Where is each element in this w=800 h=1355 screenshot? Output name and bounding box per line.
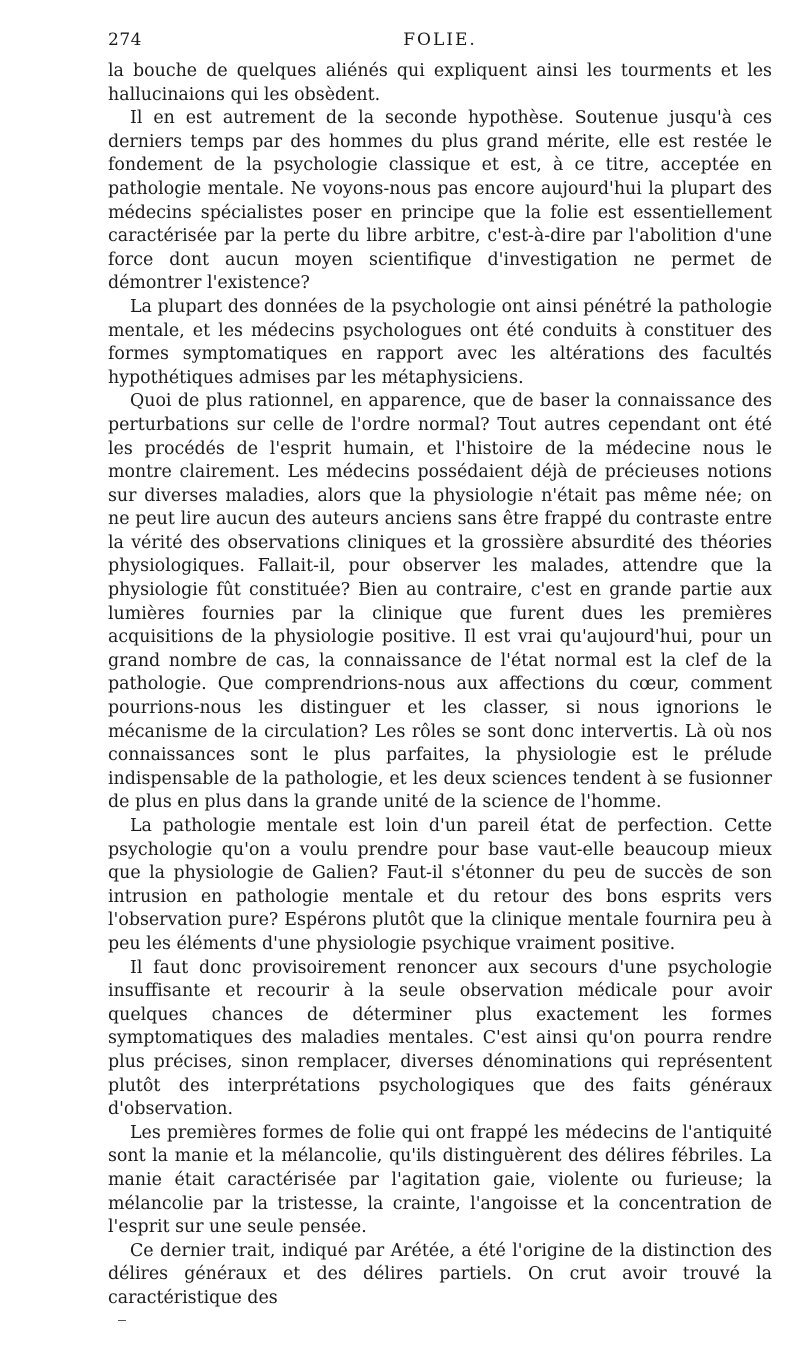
paragraph: Il faut donc provisoirement renoncer aux secours d'une psychologie insuffisante et recourir à la seule observation médicale pour avoir quelques chances de déterminer plus exactement les formes symptomatiques des maladies mentales. C'est ainsi qu'on pourra rendre plus précises, sinon remplacer, diverses dénominations qui représentent plutôt des interprétations psychologiques que des faits généraux d'observation. [108, 957, 772, 1120]
paragraph: Il en est autrement de la seconde hypothèse. Soutenue jusqu'à ces derniers temps par des hommes du plus grand mérite, elle est restée le fondement de la psychologie classique et est, à ce titre, acceptée en pathologie mentale. Ne voyons-nous pas encore aujourd'hui la plupart des médecins spécialistes poser en principe que la folie est essentiellement caractérisée par la perte du libre arbitre, c'est-à-dire par l'abolition d'une force dont aucun moyen scientifique d'investigation ne permet de démontrer l'existence? [108, 108, 772, 294]
page-number: 274 [108, 30, 142, 50]
body-text [108, 60, 772, 1310]
paragraph: Les premières formes de folie qui ont frappé les médecins de l'antiquité sont la manie et la mélancolie, qu'ils distinguèrent des délires fébriles. La manie était caractérisée par l'agitation gaie, violente ou furieuse; la mélancolie par la tristesse, la crainte, l'angoisse et la concentration de l'esprit sur une seule pensée. [108, 1122, 772, 1238]
page-header [108, 22, 772, 60]
paragraph: La pathologie mentale est loin d'un pareil état de perfection. Cette psychologie qu'on a voulu prendre pour base vaut-elle beaucoup mieux que la physiologie de Galien? Faut-il s'étonner du peu de succès de son intrusion en pathologie mentale et du retour des bons esprits vers l'observation pure? Espérons plutôt que la clinique mentale fournira peu à peu les éléments d'une physiologie psychique vraiment positive. [108, 816, 772, 954]
running-title: FOLIE. [403, 30, 477, 50]
book-page [108, 22, 772, 1310]
paragraph-continuation: la bouche de quelques aliénés qui expliquent ainsi les tourments et les hallucinaions qui les obsèdent. [108, 61, 772, 105]
paragraph: La plupart des données de la psychologie ont ainsi pénétré la pathologie mentale, et les médecins psychologues ont été conduits à constituer des formes symptomatiques en rapport avec les altérations des facultés hypothétiques admises par les métaphysiciens. [108, 296, 772, 388]
footer-mark [118, 1320, 126, 1321]
paragraph: Ce dernier trait, indiqué par Arétée, a été l'origine de la distinction des délires généraux et des délires partiels. On crut avoir trouvé la caractéristique des [108, 1240, 772, 1308]
paragraph: Quoi de plus rationnel, en apparence, que de baser la connaissance des perturbations sur celle de l'ordre normal? Tout autres cependant ont été les procédés de l'esprit humain, et l'histoire de la médecine nous le montre clairement. Les médecins possédaient déjà de précieuses notions sur diverses maladies, alors que la physiologie n'était pas même née; on ne peut lire aucun des auteurs anciens sans être frappé du contraste entre la vérité des observations cliniques et la grossière absurdité des théories physiologiques. Fallait-il, pour observer les malades, attendre que la physiologie fût constituée? Bien au contraire, c'est en grande partie aux lumières fournies par la clinique que furent dues les premières acquisitions de la physiologie positive. Il est vrai qu'aujourd'hui, pour un grand nombre de cas, la connaissance de l'état normal est la clef de la pathologie. Que comprendrions-nous aux affections du cœur, comment pourrions-nous les distinguer et les classer, si nous ignorions le mécanisme de la circulation? Les rôles se sont donc intervertis. Là où nos connaissances sont le plus parfaites, la physiologie est le prélude indispensable de la pathologie, et les deux sciences tendent à se fusionner de plus en plus dans la grande unité de la science de l'homme. [108, 391, 772, 813]
